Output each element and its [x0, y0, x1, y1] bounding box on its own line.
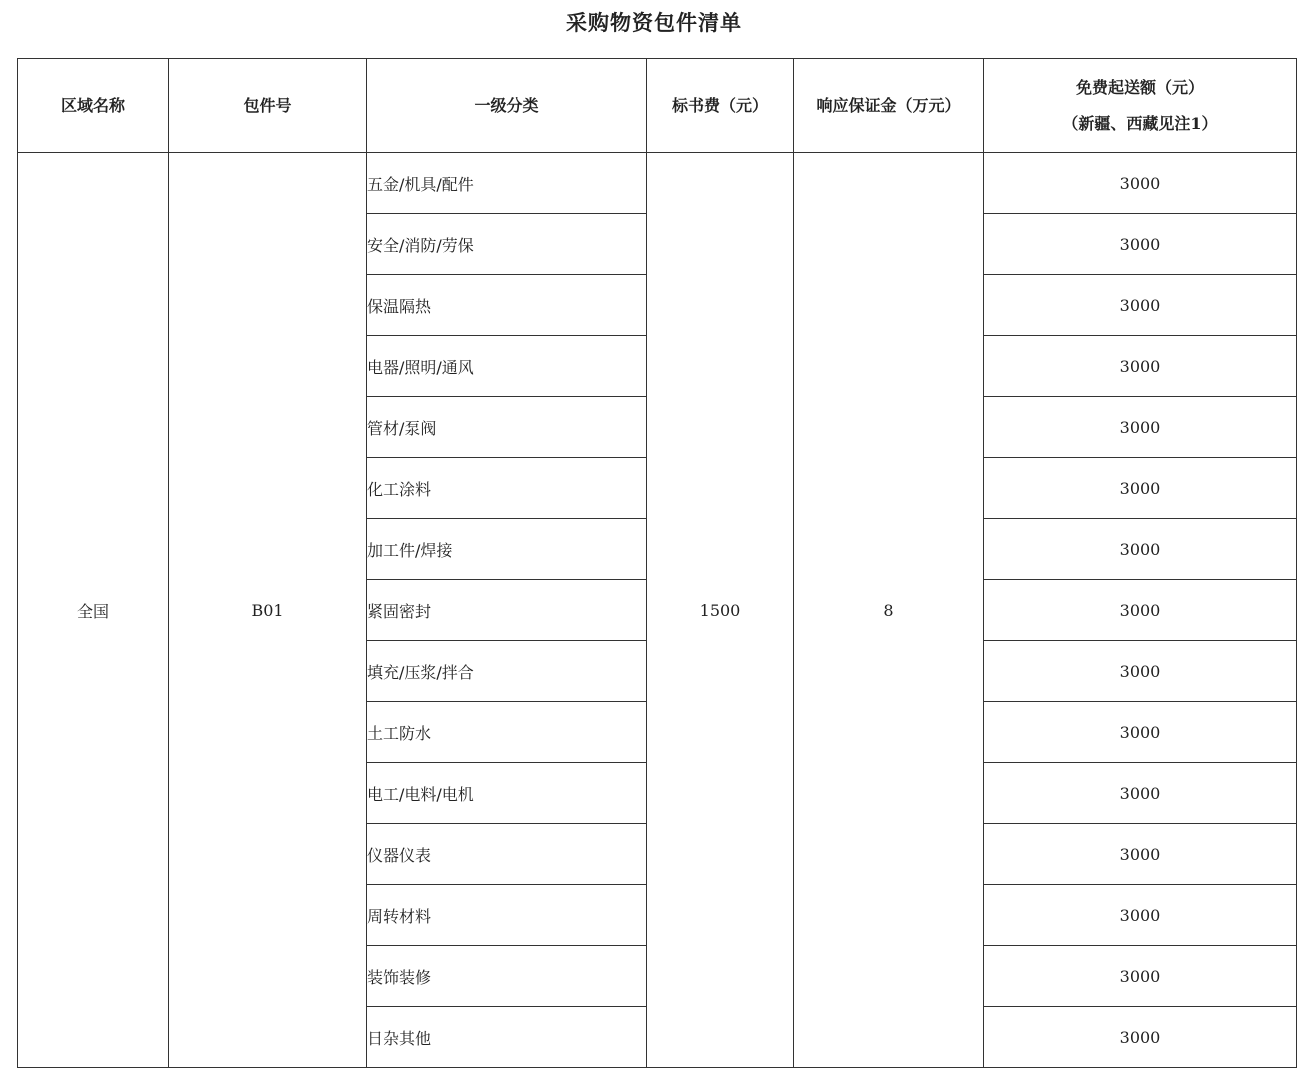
category-cell: 管材/泵阀	[367, 397, 647, 458]
header-region: 区域名称	[18, 59, 169, 153]
header-free-delivery	[984, 59, 1297, 153]
category-cell: 装饰装修	[367, 946, 647, 1007]
header-row	[18, 59, 1297, 153]
header-free-delivery-line2: （新疆、西藏见注1）	[1062, 113, 1218, 133]
region-cell: 全国	[18, 153, 169, 1068]
deposit-cell: 8	[794, 153, 984, 1068]
free-delivery-cell: 3000	[984, 580, 1297, 641]
free-delivery-cell: 3000	[984, 519, 1297, 580]
header-bid-fee: 标书费（元）	[647, 59, 794, 153]
free-delivery-cell: 3000	[984, 214, 1297, 275]
free-delivery-cell: 3000	[984, 702, 1297, 763]
package-no-cell: B01	[169, 153, 367, 1068]
category-cell: 加工件/焊接	[367, 519, 647, 580]
table-body	[18, 153, 1297, 1068]
category-cell: 紧固密封	[367, 580, 647, 641]
free-delivery-cell: 3000	[984, 397, 1297, 458]
category-cell: 填充/压浆/拌合	[367, 641, 647, 702]
free-delivery-cell: 3000	[984, 641, 1297, 702]
category-cell: 周转材料	[367, 885, 647, 946]
category-cell: 电器/照明/通风	[367, 336, 647, 397]
free-delivery-cell: 3000	[984, 336, 1297, 397]
free-delivery-cell: 3000	[984, 153, 1297, 214]
header-free-delivery-line1: 免费起送额（元）	[1075, 77, 1204, 97]
package-list-table	[17, 58, 1297, 1068]
category-cell: 安全/消防/劳保	[367, 214, 647, 275]
document-title: 采购物资包件清单	[566, 10, 742, 35]
free-delivery-cell: 3000	[984, 1007, 1297, 1068]
header-category: 一级分类	[367, 59, 647, 153]
category-cell: 土工防水	[367, 702, 647, 763]
category-cell: 保温隔热	[367, 275, 647, 336]
category-cell: 日杂其他	[367, 1007, 647, 1068]
header-deposit: 响应保证金（万元）	[794, 59, 984, 153]
free-delivery-cell: 3000	[984, 275, 1297, 336]
category-cell: 化工涂料	[367, 458, 647, 519]
free-delivery-cell: 3000	[984, 824, 1297, 885]
free-delivery-cell: 3000	[984, 763, 1297, 824]
category-cell: 仪器仪表	[367, 824, 647, 885]
category-cell: 电工/电料/电机	[367, 763, 647, 824]
free-delivery-cell: 3000	[984, 885, 1297, 946]
table-row	[18, 153, 1297, 214]
free-delivery-cell: 3000	[984, 458, 1297, 519]
header-package-no: 包件号	[169, 59, 367, 153]
bid-fee-cell: 1500	[647, 153, 794, 1068]
category-cell: 五金/机具/配件	[367, 153, 647, 214]
free-delivery-cell: 3000	[984, 946, 1297, 1007]
